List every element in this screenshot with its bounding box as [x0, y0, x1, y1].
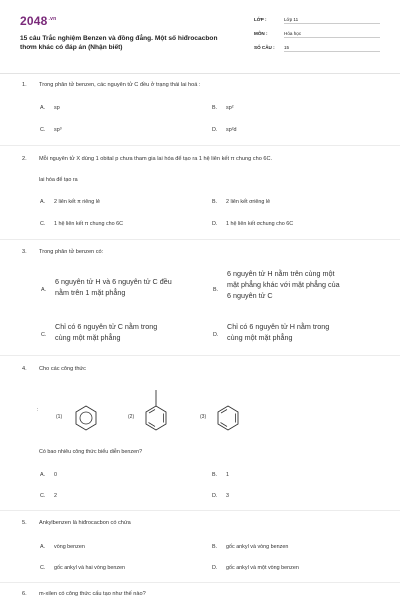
option-b[interactable]: [213, 268, 340, 301]
option-c[interactable]: [40, 493, 57, 499]
option-letter: A.: [40, 199, 46, 205]
option-text: gốc ankyl và vòng benzen: [226, 544, 289, 550]
option-letter: C.: [40, 565, 46, 571]
option-text: 1: [226, 472, 229, 478]
option-c[interactable]: [40, 565, 125, 571]
question-text: Ankylbenzen là hiđrocacbon có chứa: [39, 520, 131, 526]
question-text: Trong phân tử benzen có:: [39, 249, 104, 255]
header-divider: [0, 73, 400, 74]
option-letter: D.: [212, 221, 218, 227]
option-letter: B.: [212, 105, 218, 111]
question-text: m-xilen có công thức cấu tạo như thế nào?: [39, 591, 146, 597]
option-c[interactable]: [40, 127, 62, 133]
option-c[interactable]: [40, 221, 123, 227]
option-text: sp²: [226, 105, 234, 111]
subject-value: Hóa học: [284, 31, 380, 38]
option-text: 1 hệ liên kết π chung cho 6C: [54, 221, 124, 227]
question-2: [22, 156, 272, 162]
option-c[interactable]: [41, 321, 158, 343]
option-d[interactable]: [212, 565, 299, 571]
option-text: 0: [54, 472, 57, 478]
option-text: sp²d: [226, 127, 237, 133]
question-3: [22, 249, 103, 255]
question-4: [22, 366, 86, 372]
option-a[interactable]: [40, 105, 60, 111]
meta-class: [254, 17, 299, 22]
page-title: 15 câu Trắc nghiệm Benzen và đồng đẳng. Một số hiđrocacbon thơm khác có đáp án (Nhận biết): [20, 35, 218, 51]
option-text: gốc ankyl và hai vòng benzen: [54, 565, 126, 571]
question-number: 6.: [22, 591, 27, 597]
option-text: 2: [54, 493, 57, 499]
option-text-line: cùng một mặt phẳng: [55, 333, 121, 342]
option-d[interactable]: [212, 493, 229, 499]
option-text: gốc ankyl và một vòng benzen: [226, 565, 299, 571]
option-text: 1 hệ liên kết σchung cho 6C: [226, 221, 294, 227]
logo-suffix: .vn: [48, 16, 57, 22]
option-text: 2 liên kết π riêng lẻ: [54, 199, 100, 205]
question-5: [22, 520, 131, 526]
option-letter: C.: [41, 332, 47, 338]
question-number: 4.: [22, 366, 27, 372]
subject-label: MÔN :: [254, 31, 268, 36]
option-text-line: 6 nguyên tử C: [227, 291, 273, 300]
option-letter: B.: [212, 199, 218, 205]
question-divider: [0, 239, 400, 240]
option-letter: A.: [40, 472, 46, 478]
question-divider: [0, 145, 400, 146]
meta-subject: [254, 31, 302, 36]
option-a[interactable]: [40, 544, 85, 550]
option-b[interactable]: [212, 472, 229, 478]
option-letter: A.: [40, 544, 46, 550]
option-text-line: cùng một mặt phẳng: [227, 333, 293, 342]
question-text-continued: lai hóa để tạo ra: [39, 177, 78, 183]
question-divider: [0, 510, 400, 511]
option-letter: A.: [41, 287, 47, 293]
question-text: Cho các công thức: [39, 366, 86, 372]
benzene-kekule-structure: [216, 405, 240, 431]
structure-label-1: (1): [56, 414, 63, 420]
option-a[interactable]: [40, 472, 57, 478]
question-1: [22, 82, 200, 88]
option-letter: B.: [212, 544, 218, 550]
question-number: 5.: [22, 520, 27, 526]
option-d[interactable]: [212, 221, 293, 227]
question-6: [22, 591, 146, 597]
option-b[interactable]: [212, 544, 288, 550]
option-b[interactable]: [212, 105, 234, 111]
option-text: 2 liên kết σriêng lẻ: [226, 199, 271, 205]
question-text: Trong phân tử benzen, các nguyên tử C đều ở trạng thái lai hoá :: [39, 82, 201, 88]
count-value: 15: [284, 45, 380, 52]
option-text: vòng benzen: [54, 544, 85, 550]
option-a[interactable]: [40, 199, 100, 205]
option-text-line: Chỉ có 6 nguyên tử H nằm trong: [227, 322, 330, 331]
option-text: sp: [54, 105, 60, 111]
option-letter: D.: [212, 565, 218, 571]
option-letter: C.: [40, 493, 46, 499]
structure-label-3: (3): [200, 414, 207, 420]
option-d[interactable]: [212, 127, 237, 133]
question-number: 2.: [22, 156, 27, 162]
option-text: 3: [226, 493, 229, 499]
structure-label-2: (2): [128, 414, 135, 420]
question-number: 1.: [22, 82, 27, 88]
question-text: Mỗi nguyên tử X dùng 1 obital p chưa tham gia lai hóa để tạo ra 1 hệ liên kết π chung cho 6C.: [39, 156, 273, 162]
class-label: LỚP :: [254, 17, 267, 22]
option-text: sp³: [54, 127, 62, 133]
option-letter: D.: [213, 332, 219, 338]
class-value: Lớp 11: [284, 17, 380, 24]
option-a[interactable]: [41, 276, 172, 298]
option-b[interactable]: [212, 199, 270, 205]
question-divider: [0, 355, 400, 356]
option-text-line: Chỉ có 6 nguyên tử C nằm trong: [55, 322, 158, 331]
benzene-circle-structure: [74, 405, 98, 431]
question-number: 3.: [22, 249, 27, 255]
structures-colon: :: [37, 407, 39, 413]
methylbenzene-structure: [144, 389, 168, 431]
count-label: SỐ CÂU :: [254, 45, 275, 50]
option-letter: C.: [40, 221, 46, 227]
option-text-line: 6 nguyên tử H nằm trên cùng một: [227, 269, 335, 278]
option-text-line: 6 nguyên tử H và 6 nguyên tử C đều: [55, 277, 172, 286]
option-letter: A.: [40, 105, 46, 111]
question-prompt: Có bao nhiêu công thức biểu diễn benzen?: [39, 449, 143, 455]
option-letter: B.: [212, 472, 218, 478]
question-divider: [0, 582, 400, 583]
site-logo[interactable]: [20, 14, 56, 28]
logo-text: 2048: [20, 14, 48, 28]
option-letter: C.: [40, 127, 46, 133]
option-letter: D.: [212, 127, 218, 133]
option-d[interactable]: [213, 321, 330, 343]
option-text-line: mặt phẳng khác với mặt phẳng của: [227, 280, 340, 289]
option-text-line: nằm trên 1 mặt phẳng: [55, 288, 126, 297]
option-letter: D.: [212, 493, 218, 499]
option-letter: B.: [213, 287, 219, 293]
meta-count: [254, 45, 290, 50]
